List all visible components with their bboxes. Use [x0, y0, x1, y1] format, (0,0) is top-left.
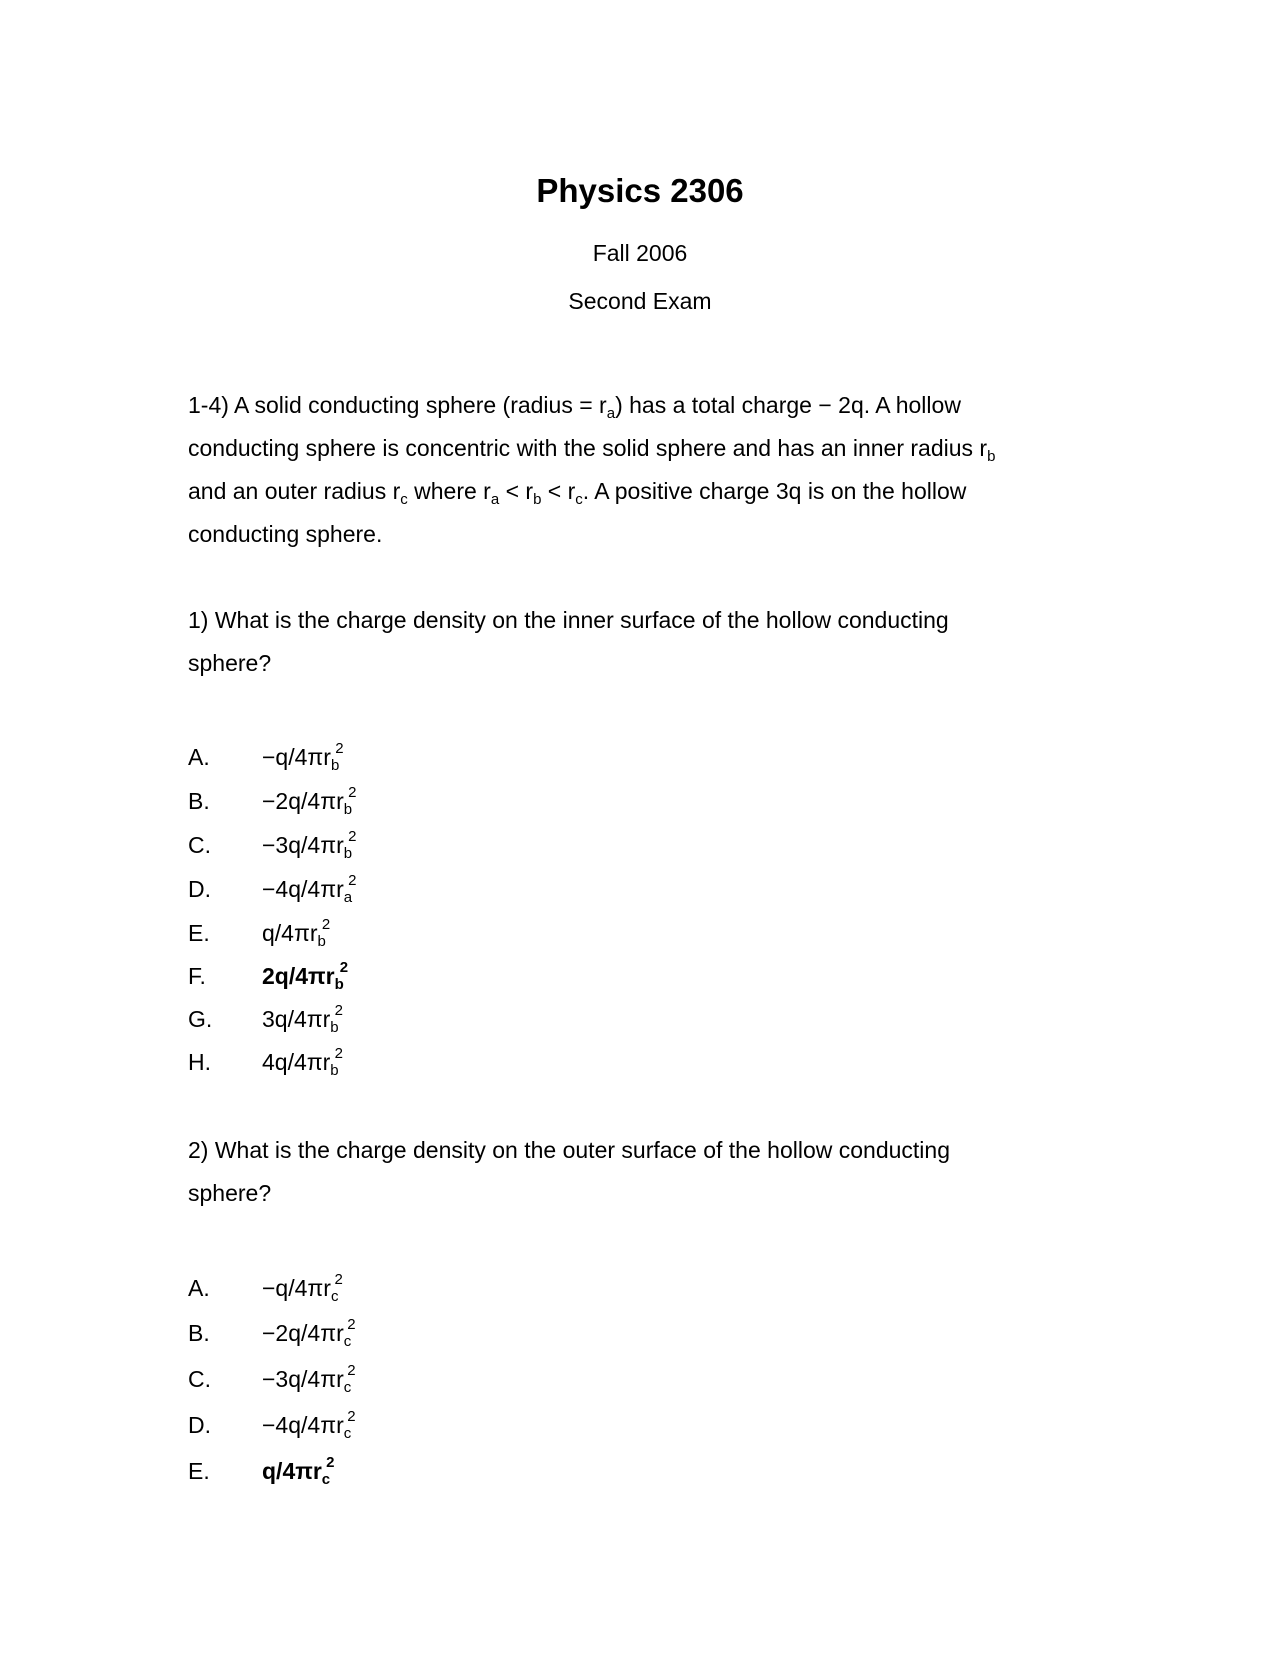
option-letter: D. — [188, 876, 211, 902]
option-expression-correct: $q/4\pi r_c^2$ — [262, 1454, 335, 1488]
option-expression: $-2q/4\pi r_b^2$ — [262, 784, 357, 818]
option-expression: $-4q/4\pi r_c^2$ — [262, 1408, 356, 1442]
option-letter: C. — [188, 832, 211, 858]
option-letter: A. — [188, 744, 210, 770]
option-expression: $-2q/4\pi r_c^2$ — [262, 1316, 356, 1350]
option-expression: $-q/4\pi r_c^2$ — [262, 1271, 343, 1305]
option-expression: $-3q/4\pi r_c^2$ — [262, 1362, 356, 1396]
option-expression-correct: $2q/4\pi r_b^2$ — [262, 959, 349, 993]
option-expression: $4q/4\pi r_b^2$ — [262, 1045, 343, 1079]
option-letter: B. — [188, 788, 210, 814]
option-letter: A. — [188, 1275, 210, 1301]
q2-text-line-1: 2) What is the charge density on the outer surface of the hollow conducting — [188, 1137, 950, 1163]
intro-line-2: conducting sphere is concentric with the solid sphere and has an inner radius $r_b$ — [188, 435, 996, 465]
option-letter: E. — [188, 1458, 210, 1484]
exam-label: Second Exam — [568, 288, 712, 314]
option-letter: C. — [188, 1366, 211, 1392]
page-title: Physics 2306 — [536, 172, 744, 209]
option-letter: D. — [188, 1412, 211, 1438]
option-expression: $3q/4\pi r_b^2$ — [262, 1002, 343, 1036]
option-letter: G. — [188, 1006, 213, 1032]
intro-line-4: conducting sphere. — [188, 521, 383, 547]
option-expression: $-q/4\pi r_b^2$ — [262, 740, 344, 774]
option-letter: E. — [188, 920, 210, 946]
option-expression: $q/4\pi r_b^2$ — [262, 916, 331, 950]
q2-text-line-2: sphere? — [188, 1180, 272, 1206]
q1-text-line-2: sphere? — [188, 650, 272, 676]
option-letter: B. — [188, 1320, 210, 1346]
option-letter: F. — [188, 963, 206, 989]
option-expression: $-3q/4\pi r_b^2$ — [262, 828, 357, 862]
intro-line-1: 1-4) A solid conducting sphere (radius = $r_a$) has a total charge − 2q. A hollow — [188, 392, 961, 422]
term-label: Fall 2006 — [592, 240, 688, 266]
intro-line-3: and an outer radius $r_c$ where $r_a < r_b < r_c$. A positive charge 3q is on the hollow — [188, 478, 967, 508]
option-letter: H. — [188, 1049, 211, 1075]
q1-text-line-1: 1) What is the charge density on the inner surface of the hollow conducting — [188, 607, 949, 633]
option-expression: $-4q/4\pi r_a^2$ — [262, 872, 357, 906]
